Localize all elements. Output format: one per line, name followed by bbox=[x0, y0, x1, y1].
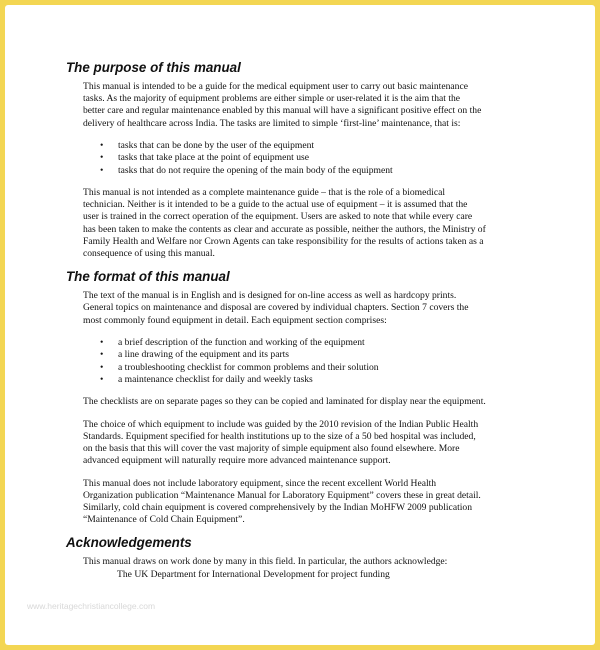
text-line: on the basis that this will cover the vast majority of simple equipment also found elsewhere. More bbox=[83, 443, 460, 455]
paragraph bbox=[83, 569, 542, 581]
paragraph bbox=[83, 396, 542, 408]
text-line: This manual is not intended as a complete maintenance guide – that is the role of a biomedical bbox=[83, 187, 446, 199]
text-line: The checklists are on separate pages so they can be copied and laminated for display near the equipment. bbox=[83, 396, 486, 408]
section-3 bbox=[66, 534, 542, 580]
paragraph bbox=[83, 478, 542, 527]
list-item bbox=[100, 362, 542, 374]
paragraph bbox=[83, 419, 542, 468]
bullet-icon: • bbox=[100, 349, 104, 361]
list-item bbox=[100, 374, 542, 386]
text-line: Standards. Equipment specified for health institutions up to the size of a 50 bed hospital was included, bbox=[83, 430, 476, 442]
paragraph bbox=[83, 81, 542, 130]
paragraph bbox=[83, 187, 542, 260]
paragraph bbox=[83, 556, 542, 568]
text-line: advanced equipment will naturally require more advanced maintenance support. bbox=[83, 455, 391, 467]
text-line: Organization publication “Maintenance Manual for Laboratory Equipment” covers these in great detail. bbox=[83, 489, 481, 501]
section-heading: Acknowledgements bbox=[66, 535, 192, 551]
list-item-text: a brief description of the function and working of the equipment bbox=[118, 336, 365, 348]
document-page bbox=[5, 5, 595, 645]
list-item bbox=[100, 165, 542, 177]
text-line: consequence of using this manual. bbox=[83, 248, 215, 260]
text-line: Similarly, cold chain equipment is covered comprehensively by the Indian MoHFW 2009 publication bbox=[83, 501, 472, 513]
list-item bbox=[100, 337, 542, 349]
text-line: tasks. As the majority of equipment problems are either simple or user-related it is the aim that the bbox=[83, 93, 461, 105]
bullet-icon: • bbox=[100, 139, 104, 151]
list-item-text: a line drawing of the equipment and its parts bbox=[118, 349, 290, 361]
list-item bbox=[100, 140, 542, 152]
watermark: www.heritagechristiancollege.com bbox=[27, 601, 156, 611]
text-line: technician. Neither is it intended to be a guide to the actual use of equipment – it is assumed that the bbox=[83, 199, 468, 211]
text-line: better care and regular maintenance enabled by this manual will have a significant positive effect on the bbox=[83, 105, 482, 117]
bullet-icon: • bbox=[100, 361, 104, 373]
text-line: “Maintenance of Cold Chain Equipment”. bbox=[83, 514, 245, 526]
bullet-list bbox=[66, 337, 542, 387]
bullet-list bbox=[66, 140, 542, 177]
section-2 bbox=[66, 268, 542, 526]
section-heading: The purpose of this manual bbox=[66, 60, 241, 75]
text-line: delivery of healthcare across India. The tasks are limited to simple ‘first-line’ maintenance, that is: bbox=[83, 117, 461, 129]
text-line: The UK Department for International Development for project funding bbox=[117, 568, 390, 580]
bullet-icon: • bbox=[100, 336, 104, 348]
text-line: This manual draws on work done by many in this field. In particular, the authors acknowledge: bbox=[83, 556, 448, 568]
bullet-icon: • bbox=[100, 374, 104, 386]
text-line: Family Health and Welfare nor Crown Agents can take responsibility for the results of actions taken as a bbox=[83, 235, 484, 247]
list-item bbox=[100, 349, 542, 361]
text-line: The choice of which equipment to include was guided by the 2010 revision of the Indian Public Health bbox=[83, 418, 479, 430]
list-item bbox=[100, 152, 542, 164]
text-line: This manual does not include laboratory equipment, since the recent excellent World Health bbox=[83, 477, 437, 489]
list-item-text: tasks that do not require the opening of the main body of the equipment bbox=[118, 164, 393, 176]
text-line: This manual is intended to be a guide for the medical equipment user to carry out basic maintenance bbox=[83, 81, 468, 92]
paragraph bbox=[83, 290, 542, 327]
list-item-text: tasks that take place at the point of equipment use bbox=[118, 152, 310, 164]
bullet-icon: • bbox=[100, 164, 104, 176]
list-item-text: a troubleshooting checklist for common problems and their solution bbox=[118, 361, 379, 373]
list-item-text: tasks that can be done by the user of the equipment bbox=[118, 139, 315, 151]
bullet-icon: • bbox=[100, 152, 104, 164]
text-line: General topics on maintenance and disposal are covered by individual chapters. Section 7 covers the bbox=[83, 302, 469, 314]
text-line: has been taken to make the contents as clear and accurate as possible, neither the authors, the Ministry of bbox=[83, 223, 486, 235]
list-item-text: a maintenance checklist for daily and weekly tasks bbox=[118, 374, 313, 386]
text-line: most commonly found equipment in detail. Each equipment section comprises: bbox=[83, 314, 387, 326]
section-1 bbox=[66, 59, 542, 260]
document-body bbox=[66, 59, 542, 581]
text-line: The text of the manual is in English and is designed for on-line access as well as hardcopy prints. bbox=[83, 290, 457, 302]
section-heading: The format of this manual bbox=[66, 269, 230, 285]
text-line: user is trained in the correct operation of the equipment. Users are asked to note that while every care bbox=[83, 211, 473, 223]
